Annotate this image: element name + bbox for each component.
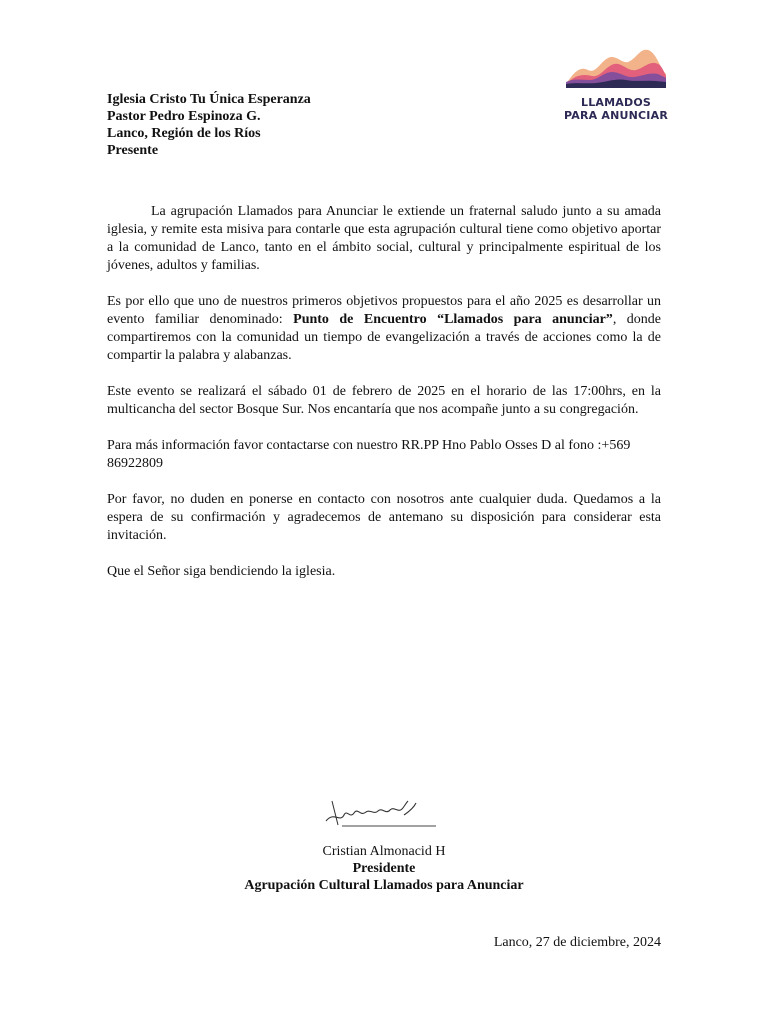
- paragraph-event-details: Este evento se realizará el sábado 01 de febrero de 2025 en el horario de las 17:00hrs, en la multicancha del sector Bosque Sur. Nos encantaría que nos acompañe junto a su congregación.: [107, 384, 661, 417]
- logo-line-1: LLAMADOS: [581, 96, 651, 109]
- letter-body: [107, 203, 661, 599]
- paragraph-contact: Para más información favor contactarse con nuestro RR.PP Hno Pablo Osses D al fono :+569 86922809: [107, 438, 631, 471]
- recipient-presente: Presente: [107, 143, 159, 158]
- signer-name: Cristian Almonacid H: [322, 844, 446, 859]
- recipient-church: Iglesia Cristo Tu Única Esperanza: [107, 92, 311, 107]
- paragraph-blessing: Que el Señor siga bendiciendo la iglesia.: [107, 564, 336, 579]
- recipient-pastor: Pastor Pedro Espinoza G.: [107, 109, 261, 124]
- objective-text-b: , donde compartiremos con la comunidad un tiempo de evangelización a través de acciones como la de compartir la palabra y alabanzas.: [107, 312, 661, 363]
- signer-role: Presidente: [352, 861, 416, 876]
- paragraph-closing: Por favor, no duden en ponerse en contacto con nosotros ante cualquier duda. Quedamos a la espera de su confirmación y agradecemos de antemano su disposición para considerar esta invitación.: [107, 492, 661, 543]
- organization-logo: [562, 44, 672, 124]
- letter-date: Lanco, 27 de diciembre, 2024: [493, 935, 661, 950]
- event-name: Punto de Encuentro “Llamados para anunciar”: [293, 312, 613, 327]
- paragraph-intro: La agrupación Llamados para Anunciar le extiende un fraternal saludo junto a su amada iglesia, y remite esta misiva para contarle que esta agrupación cultural tiene como objetivo aportar a la comunidad de Lanco, tanto en el ámbito social, cultural y principalmente espiritual de los jóvenes, adultos y familias.: [107, 204, 661, 273]
- logo-line-2: PARA ANUNCIAR: [564, 109, 668, 122]
- recipient-location: Lanco, Región de los Ríos: [107, 126, 261, 141]
- handwritten-signature: [320, 793, 440, 831]
- recipient-block: [107, 91, 311, 159]
- objective-text-a: Es por ello que uno de nuestros primeros objetivos propuestos para el año 2025 es desarrollar un evento familiar denominado:: [107, 294, 661, 327]
- paragraph-objective: [107, 293, 661, 365]
- mountain-waves-icon: [566, 44, 666, 94]
- signature-block: [180, 843, 588, 894]
- signer-organization: Agrupación Cultural Llamados para Anunciar: [244, 878, 524, 893]
